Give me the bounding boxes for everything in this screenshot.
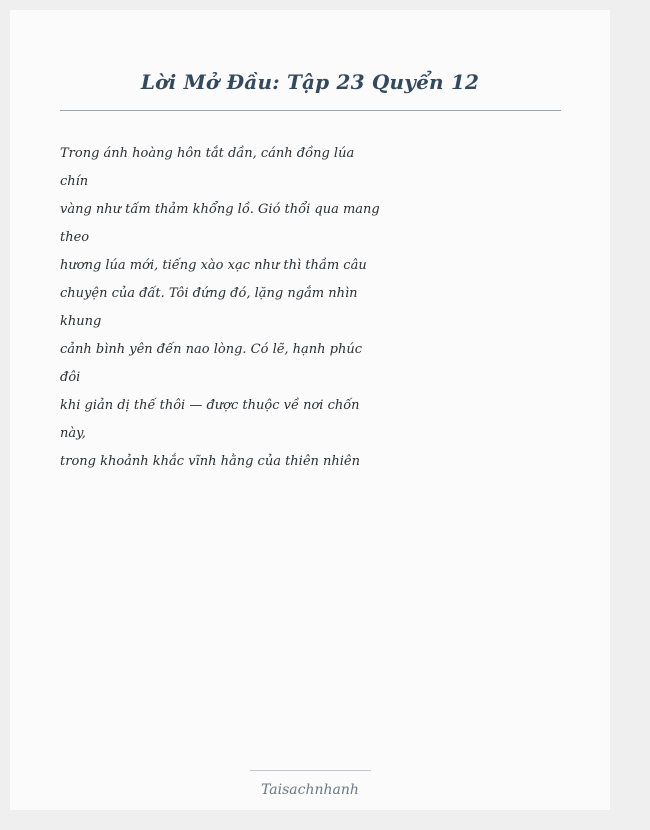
body-line: chuyện của đất. Tôi đứng đó, lặng ngắm nhìn [60,286,358,301]
body-line: Trong ánh hoàng hôn tắt dần, cánh đồng lúa [60,146,355,161]
body-line: chín [60,174,89,189]
body-line: theo [60,230,90,245]
body-line: hương lúa mới, tiếng xào xạc như thì thầm câu [60,258,367,273]
body-line: này, [60,426,86,441]
body-line: khung [60,314,102,329]
body-text [60,140,380,476]
body-line: cảnh bình yên đến nao lòng. Có lẽ, hạnh phúc [60,342,363,357]
body-line: trong khoảnh khắc vĩnh hằng của thiên nhiên [60,454,360,469]
body-line: vàng như tấm thảm khổng lồ. Gió thổi qua mang [60,202,380,217]
footer-brand: Taisachnhanh [261,782,359,798]
footer-divider [250,770,371,771]
body-line: khi giản dị thế thôi — được thuộc về nơi chốn [60,398,360,413]
body-line: đôi [60,370,81,385]
page-title: Lời Mở Đầu: Tập 23 Quyển 12 [140,70,480,94]
document-page [10,10,610,810]
title-divider [60,110,561,111]
